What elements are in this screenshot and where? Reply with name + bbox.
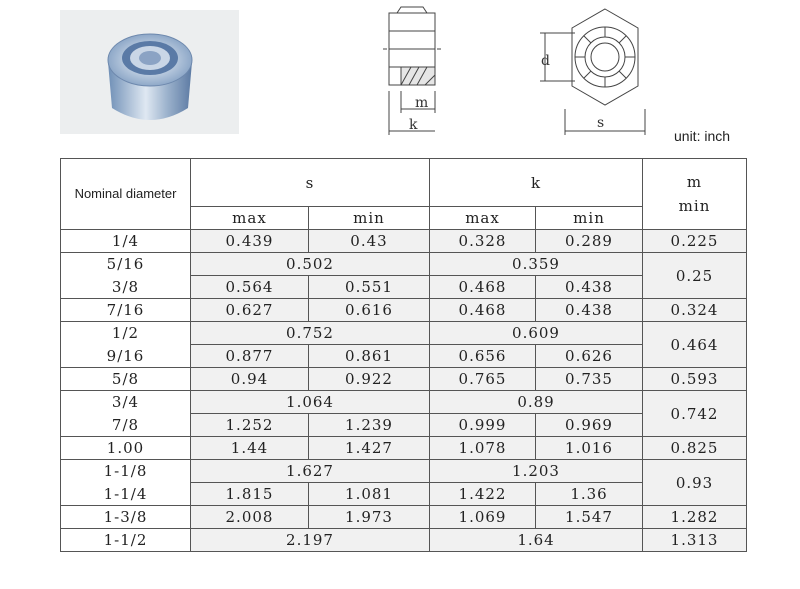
cell-nominal: 9/16 (61, 345, 191, 368)
cell-k-max: 1.078 (430, 437, 536, 460)
cell-k-max: 0.468 (430, 276, 536, 299)
cell-k-common: 1.203 (430, 460, 643, 483)
table-row (61, 506, 747, 529)
unit-label: unit: inch (674, 128, 731, 144)
sub-header-k-min: min (536, 207, 643, 230)
cell-s-max: 1.815 (191, 483, 309, 506)
dim-d-label: d (541, 53, 550, 69)
cell-s-common: 1.627 (191, 460, 430, 483)
dimensions-table (60, 158, 747, 552)
cell-nominal: 7/16 (61, 299, 191, 322)
cell-s-max: 0.94 (191, 368, 309, 391)
cell-nominal: 3/8 (61, 276, 191, 299)
cell-k-min: 0.626 (536, 345, 643, 368)
cell-nominal: 1-3/8 (61, 506, 191, 529)
cell-s-common: 1.064 (191, 391, 430, 414)
cell-s-max: 2.008 (191, 506, 309, 529)
side-view-drawing (375, 5, 475, 140)
cell-m-min: 0.93 (643, 460, 747, 506)
cell-k-common: 0.359 (430, 253, 643, 276)
cell-nominal: 1-1/8 (61, 460, 191, 483)
group-header-s: s (191, 159, 430, 207)
cell-nominal: 1-1/4 (61, 483, 191, 506)
cell-s-common: 2.197 (191, 529, 430, 552)
cell-s-min: 0.616 (309, 299, 430, 322)
table-row (61, 529, 747, 552)
cell-m-min: 0.464 (643, 322, 747, 368)
cell-s-max: 1.252 (191, 414, 309, 437)
cell-s-min: 0.551 (309, 276, 430, 299)
table-row (61, 322, 747, 345)
cell-s-min: 0.861 (309, 345, 430, 368)
cell-nominal: 5/8 (61, 368, 191, 391)
cell-m-min: 0.825 (643, 437, 747, 460)
cell-nominal: 7/8 (61, 414, 191, 437)
cell-s-min: 1.973 (309, 506, 430, 529)
sub-header-s-max: max (191, 207, 309, 230)
table-header-row (61, 159, 747, 207)
cell-k-max: 0.999 (430, 414, 536, 437)
cell-k-min: 0.289 (536, 230, 643, 253)
sub-header-k-max: max (430, 207, 536, 230)
col-header-nominal: Nominal diameter (61, 159, 191, 230)
cell-s-common: 0.502 (191, 253, 430, 276)
sub-header-s-min: min (309, 207, 430, 230)
cell-m-min: 0.593 (643, 368, 747, 391)
cell-k-max: 0.765 (430, 368, 536, 391)
cell-s-min: 0.922 (309, 368, 430, 391)
cell-nominal: 1/2 (61, 322, 191, 345)
cell-k-max: 1.069 (430, 506, 536, 529)
cell-k-common: 1.64 (430, 529, 643, 552)
cell-k-min: 0.969 (536, 414, 643, 437)
cell-s-max: 0.564 (191, 276, 309, 299)
table-row (61, 391, 747, 414)
cell-s-max: 1.44 (191, 437, 309, 460)
cell-k-max: 0.656 (430, 345, 536, 368)
cell-s-min: 1.239 (309, 414, 430, 437)
cell-k-min: 0.438 (536, 276, 643, 299)
group-header-m: m min (643, 159, 747, 230)
group-header-k: k (430, 159, 643, 207)
cell-k-max: 0.468 (430, 299, 536, 322)
product-photo (60, 10, 239, 134)
cell-k-min: 0.735 (536, 368, 643, 391)
top-view-drawing (535, 5, 655, 140)
cell-k-max: 1.422 (430, 483, 536, 506)
cell-k-max: 0.328 (430, 230, 536, 253)
cell-s-max: 0.439 (191, 230, 309, 253)
cell-s-max: 0.877 (191, 345, 309, 368)
table-row (61, 460, 747, 483)
cell-k-min: 0.438 (536, 299, 643, 322)
cell-nominal: 1/4 (61, 230, 191, 253)
table-row (61, 437, 747, 460)
cell-s-common: 0.752 (191, 322, 430, 345)
cell-s-min: 1.427 (309, 437, 430, 460)
cell-k-min: 1.36 (536, 483, 643, 506)
table-row (61, 253, 747, 276)
cell-m-min: 1.282 (643, 506, 747, 529)
table-row (61, 230, 747, 253)
cell-nominal: 5/16 (61, 253, 191, 276)
cell-s-min: 1.081 (309, 483, 430, 506)
table-row (61, 368, 747, 391)
cell-m-min: 0.742 (643, 391, 747, 437)
dim-s-label: s (597, 115, 605, 131)
cell-nominal: 1-1/2 (61, 529, 191, 552)
cell-k-min: 1.547 (536, 506, 643, 529)
cell-m-min: 0.324 (643, 299, 747, 322)
cell-s-max: 0.627 (191, 299, 309, 322)
dim-k-label: k (409, 117, 418, 133)
cell-nominal: 1.00 (61, 437, 191, 460)
cell-k-min: 1.016 (536, 437, 643, 460)
table-row (61, 299, 747, 322)
cell-k-common: 0.89 (430, 391, 643, 414)
cell-nominal: 3/4 (61, 391, 191, 414)
cell-m-min: 0.225 (643, 230, 747, 253)
cell-m-min: 1.313 (643, 529, 747, 552)
dim-m-label: m (415, 95, 429, 111)
cell-m-min: 0.25 (643, 253, 747, 299)
cell-k-common: 0.609 (430, 322, 643, 345)
cell-s-min: 0.43 (309, 230, 430, 253)
